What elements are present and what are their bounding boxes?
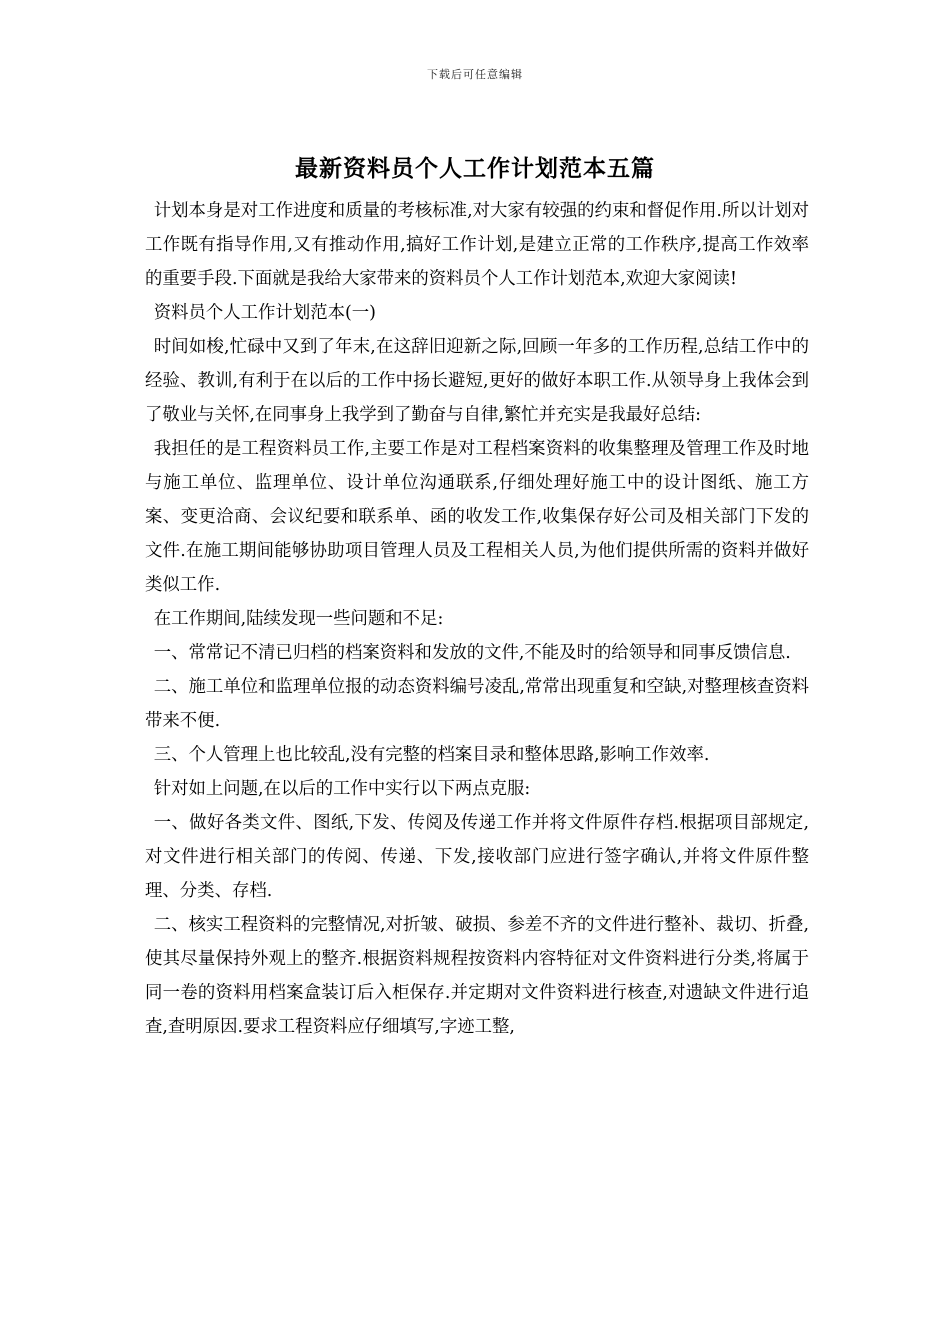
document-title: 最新资料员个人工作计划范本五篇 [295, 155, 655, 182]
list-item: 一、做好各类文件、图纸,下发、传阅及传递工作并将文件原件存档.根据项目部规定,对文件进行相关部门的传阅、传递、下发,接收部门应进行签字确认,并将文件原件整理、分类、存档. [145, 813, 809, 901]
list-item: 一、常常记不清已归档的档案资料和发放的文件,不能及时的给领导和同事反馈信息. [153, 643, 791, 663]
paragraph: 时间如梭,忙碌中又到了年末,在这辞旧迎新之际,回顾一年多的工作历程,总结工作中的经验、教训,有利于在以后的工作中扬长避短,更好的做好本职工作.从领导身上我体会到了敬业与关怀,在同事身上我学到了勤奋与自律,繁忙并充实是我最好总结: [145, 337, 809, 425]
document-body [145, 194, 809, 1044]
list-item: 二、核实工程资料的完整情况,对折皱、破损、参差不齐的文件进行整补、裁切、折叠,使其尽量保持外观上的整齐.根据资料规程按资料内容特征对文件资料进行分类,将属于同一卷的资料用档案盒装订后入柜保存.并定期对文件资料进行核查,对遗缺文件进行追查,查明原因.要求工程资料应仔细填写,字迹工整, [145, 915, 809, 1037]
section-heading: 资料员个人工作计划范本(一) [153, 303, 376, 323]
paragraph: 针对如上问题,在以后的工作中实行以下两点克服: [153, 779, 531, 799]
list-item: 三、个人管理上也比较乱,没有完整的档案目录和整体思路,影响工作效率. [153, 745, 710, 765]
paragraph: 计划本身是对工作进度和质量的考核标准,对大家有较强的约束和督促作用.所以计划对工作既有指导作用,又有推动作用,搞好工作计划,是建立正常的工作秩序,提高工作效率的重要手段.下面就是我给大家带来的资料员个人工作计划范本,欢迎大家阅读! [145, 201, 809, 289]
header-note: 下载后可任意编辑 [427, 68, 523, 81]
paragraph: 在工作期间,陆续发现一些问题和不足: [153, 609, 444, 629]
list-item: 二、施工单位和监理单位报的动态资料编号凌乱,常常出现重复和空缺,对整理核查资料带来不便. [145, 677, 809, 731]
paragraph: 我担任的是工程资料员工作,主要工作是对工程档案资料的收集整理及管理工作及时地与施工单位、监理单位、设计单位沟通联系,仔细处理好施工中的设计图纸、施工方案、变更洽商、会议纪要和联系单、函的收发工作,收集保存好公司及相关部门下发的文件.在施工期间能够协助项目管理人员及工程相关人员,为他们提供所需的资料并做好类似工作. [145, 439, 809, 595]
